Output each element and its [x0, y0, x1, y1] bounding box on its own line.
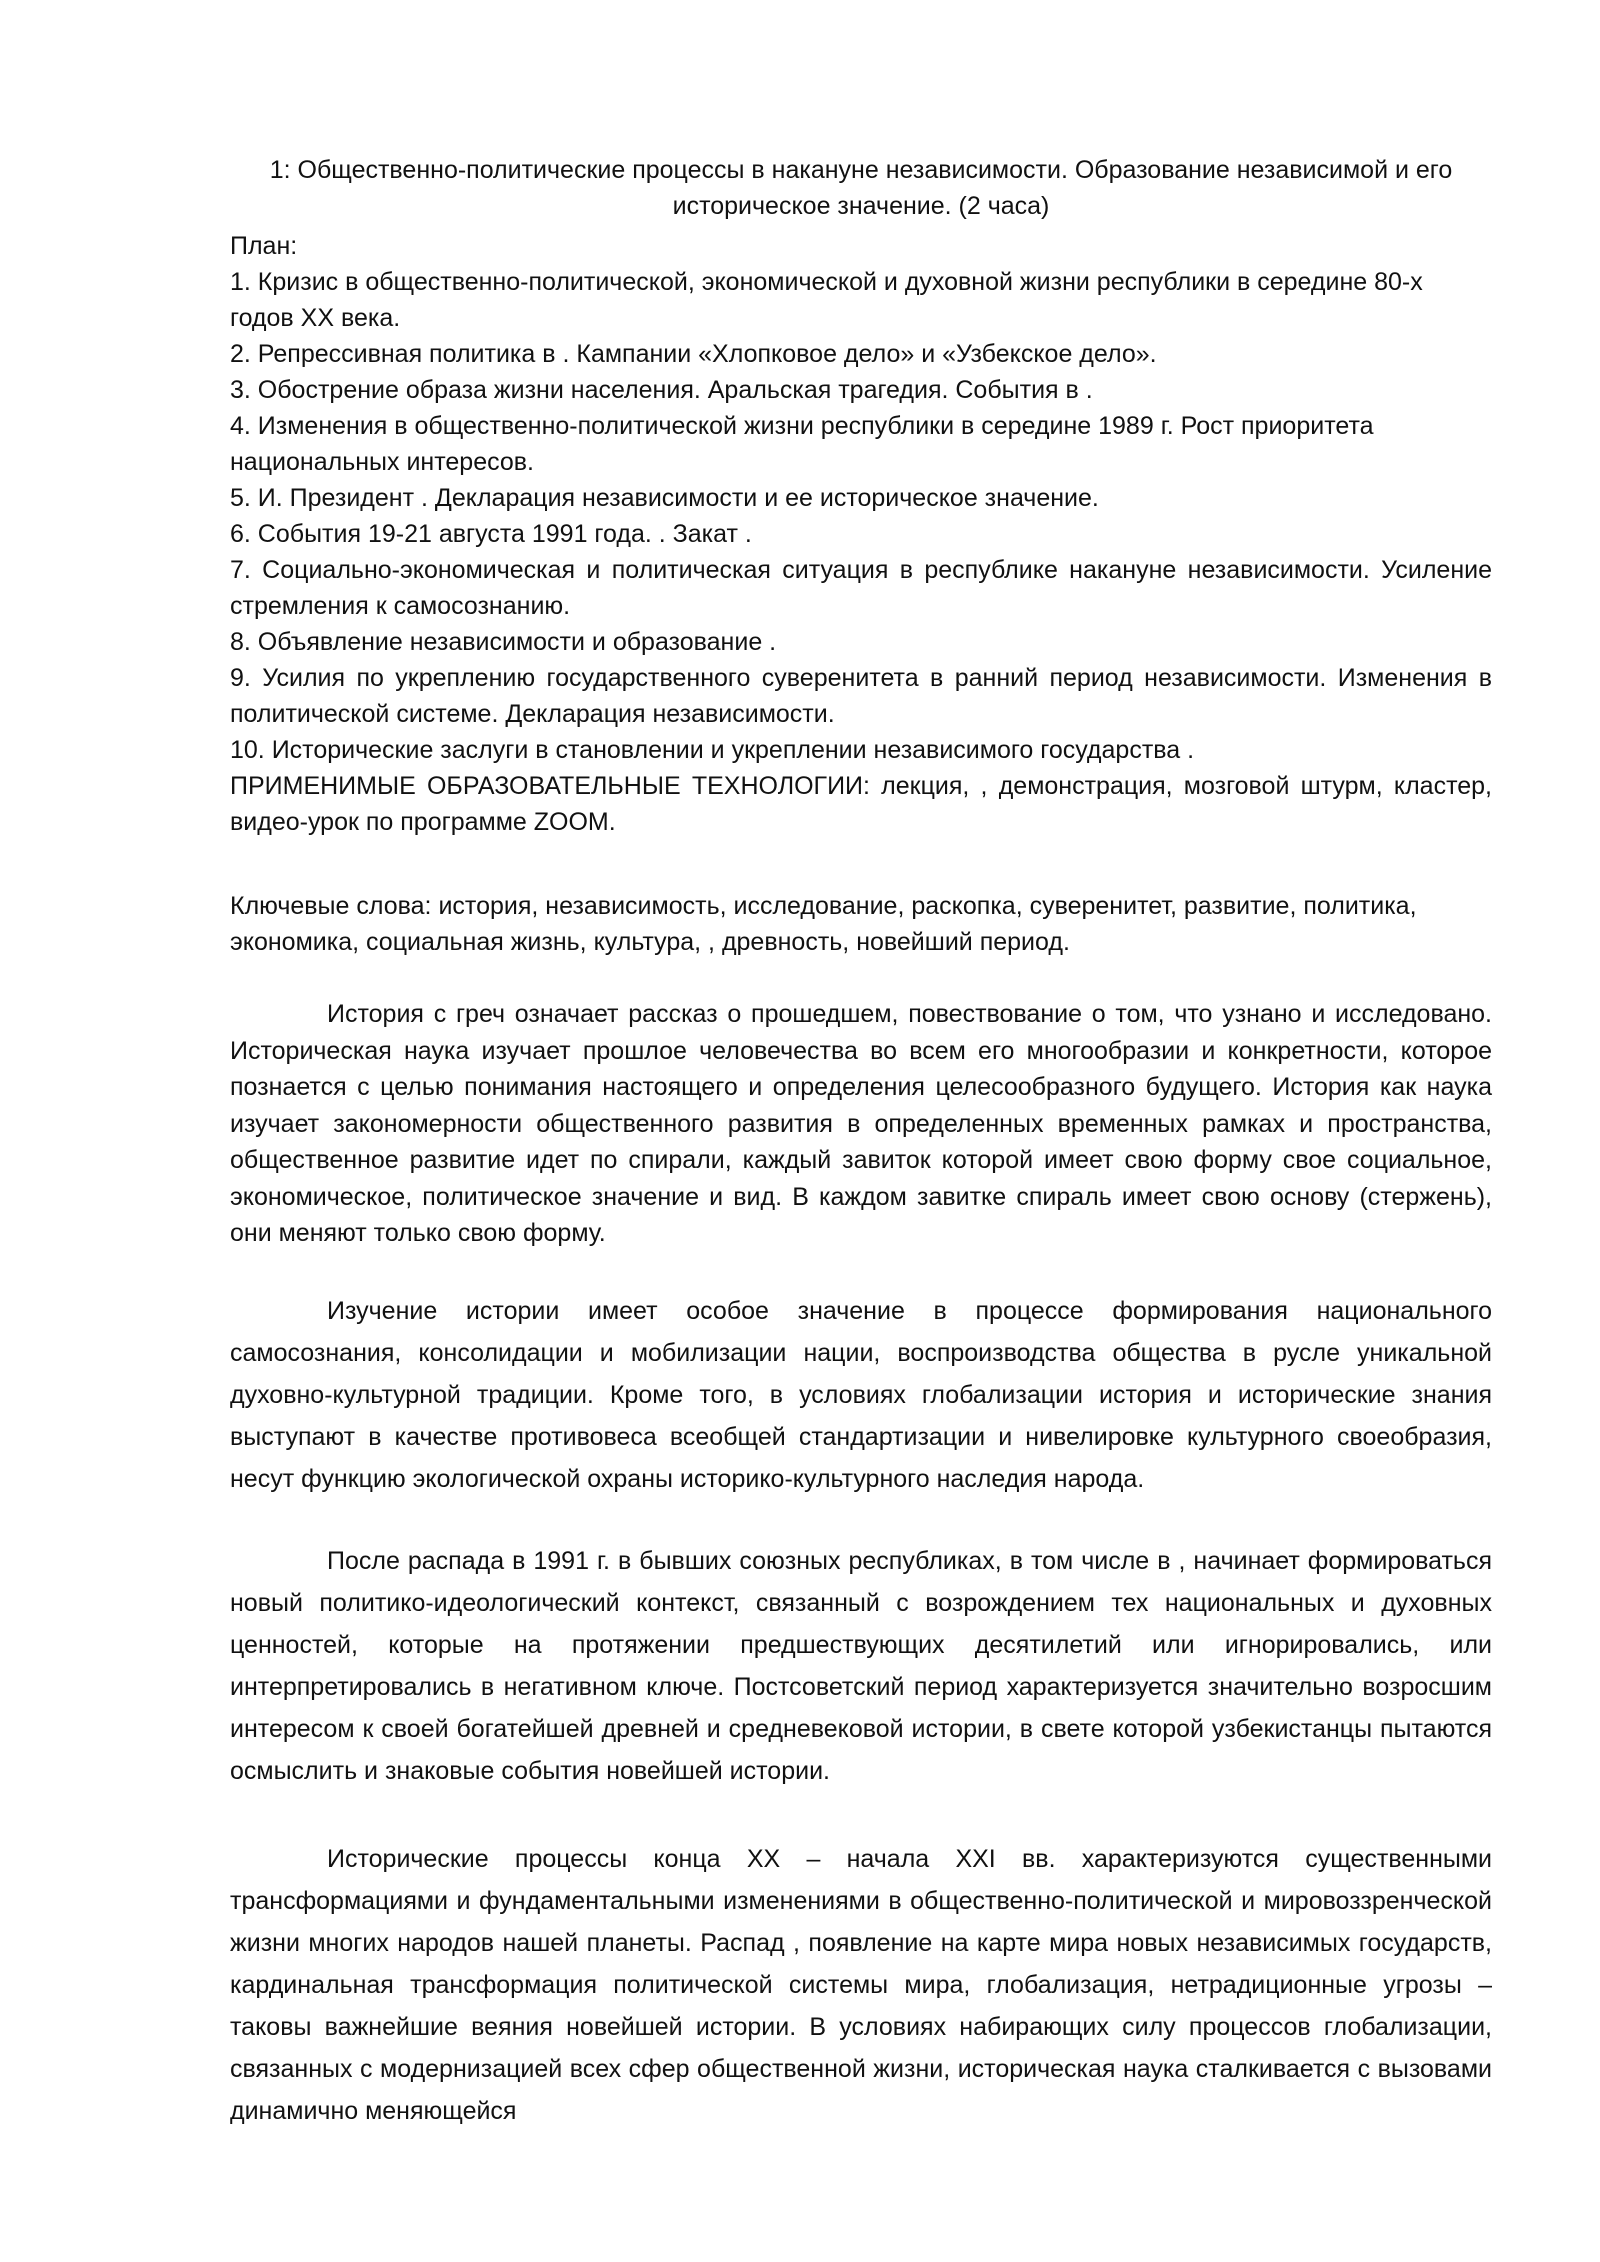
keywords: Ключевые слова: история, независимость, исследование, раскопка, суверенитет, развитие, политика, экономика, социальная жизнь, культура, , древность, новейший период.	[230, 892, 1417, 956]
plan-item-10: 10. Исторические заслуги в становлении и укреплении независимого государства .	[230, 736, 1195, 764]
plan-item-6: 6. События 19-21 августа 1991 года. . Закат .	[230, 520, 752, 548]
body-paragraph-1-block	[230, 996, 1492, 1252]
body-paragraph: Изучение истории имеет особое значение в процессе формирования национального самосознания, консолидации и мобилизации нации, воспроизводства общества в русле уникальной духовно-культурной традиции. Кроме того, в условиях глобализации история и исторические знания выступают в качестве противовеса всеобщей стандартизации и нивелировке культурного своеобразия, несут функцию экологической охраны историко-культурного наследия народа.	[230, 1297, 1492, 1493]
plan-item-3: 3. Обострение образа жизни населения. Аральская трагедия. События в .	[230, 376, 1093, 404]
body-paragraph-3-block	[230, 1540, 1492, 1792]
plan-item-2: 2. Репрессивная политика в . Кампании «Хлопковое дело» и «Узбекское дело».	[230, 340, 1157, 368]
plan-label: План:	[230, 232, 298, 260]
body-paragraph-2-block	[230, 1290, 1492, 1500]
plan-item-5: 5. И. Президент . Декларация независимости и ее историческое значение.	[230, 484, 1099, 512]
body-paragraph: После распада в 1991 г. в бывших союзных республиках, в том числе в , начинает формироваться новый политико-идеологический контекст, связанный с возрождением тех национальных и духовных ценностей, которые на протяжении предшествующих десятилетий или игнорировались, или интерпретировались в негативном ключе. Постсоветский период характеризуется значительно возросшим интересом к своей богатейшей древней и средневековой истории, в свете которой узбекистанцы пытаются осмыслить и знаковые события новейшей истории.	[230, 1547, 1492, 1785]
body-paragraph: Исторические процессы конца XX – начала XXI вв. характеризуются существенными трансформациями и фундаментальными изменениями в общественно-политической и мировоззренческой жизни многих народов нашей планеты. Распад , появление на карте мира новых независимых государств, кардинальная трансформация политической системы мира, глобализация, нетрадиционные угрозы – таковы важнейшие веяния новейшей истории. В условиях набирающих силу процессов глобализации, связанных с модернизацией всех сфер общественной жизни, историческая наука сталкивается с вызовами динамично меняющейся	[230, 1845, 1492, 2125]
body-paragraph: История с греч означает рассказ о прошедшем, повествование о том, что узнано и исследовано. Историческая наука изучает прошлое человечества во всем его многообразии и конкретности, которое познается с целью понимания настоящего и определения целесообразного будущего. История как наука изучает закономерности общественного развития в определенных временных рамках и пространства, общественное развитие идет по спирали, каждый завиток которой имеет свою форму свое социальное, экономическое, политическое значение и вид. В каждом завитке спираль имеет свою основу (стержень), они меняют только свою форму.	[230, 1000, 1492, 1247]
technologies-line: ПРИМЕНИМЫЕ ОБРАЗОВАТЕЛЬНЫЕ ТЕХНОЛОГИИ: лекция, , демонстрация, мозговой штурм, кластер, видео-урок по программе ZOOM.	[230, 772, 1492, 836]
plan-item-1: 1. Кризис в общественно-политической, экономической и духовной жизни республики в середине 80-х годов XX века.	[230, 268, 1423, 332]
document-title: 1: Общественно-политические процессы в накануне независимости. Образование независимой и его историческое значение. (2 часа)	[269, 156, 1453, 220]
body-paragraph-4-block	[230, 1838, 1492, 2132]
plan-item-7: 7. Социально-экономическая и политическая ситуация в республике накануне независимости. Усиление стремления к самосознанию.	[230, 556, 1492, 620]
plan-item-4: 4. Изменения в общественно-политической жизни республики в середине 1989 г. Рост приоритета национальных интересов.	[230, 412, 1374, 476]
plan-item-9: 9. Усилия по укреплению государственного суверенитета в ранний период независимости. Изменения в политической системе. Декларация независимости.	[230, 664, 1492, 728]
plan-item-8: 8. Объявление независимости и образование .	[230, 628, 777, 656]
plan-section	[230, 228, 1492, 840]
